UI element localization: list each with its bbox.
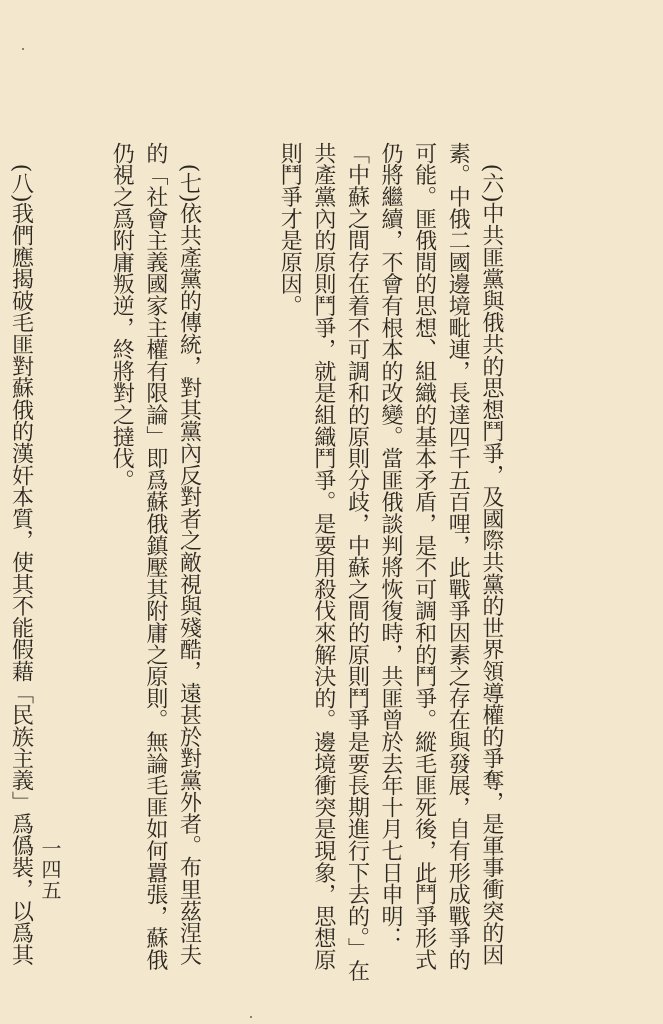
page-number: 一四五 [38, 838, 62, 901]
paragraph-8: (八)我們應揭破毛匪對蘇俄的漢奸本質，使其不能假藉「民族主義」爲僞裝，以爲其 [8, 163, 34, 966]
paper-speck [250, 1016, 252, 1018]
paper-speck [22, 48, 24, 50]
paragraph-7: (七)依共產黨的傳統，對其黨內反對者之敵視與殘酷，遠甚於對黨外者。布里茲涅夫的「社會主義國家主權有限論」即爲蘇俄鎮壓其附庸之原則。無論毛匪如何囂張，蘇俄仍視之爲附庸叛逆，終將對之撻伐。 [109, 142, 202, 971]
paragraph-6: (六)中共匪黨與俄共的思想鬥爭，及國際共黨的世界領導權的爭奪，是軍事衝突的因素。中俄二國邊境毗連，長達四千五百哩，此戰爭因素之存在與發展，自有形成戰爭的可能。匪俄間的思想、組織的基本矛盾，是不可調和的鬥爭。縱毛匪死後，此鬥爭形式仍將繼續，不會有根本的改變。當匪俄談判將恢復時，共匪曾於去年十月七日申明：「中蘇之間存在着不可調和的原則分歧，中蘇之間的原則鬥爭是要長期進行下去的。」在共產黨內的原則鬥爭，就是組織鬥爭。是要用殺伐來解決的。邊境衝突是現象，思想原則鬥爭才是原因。 [277, 142, 504, 982]
